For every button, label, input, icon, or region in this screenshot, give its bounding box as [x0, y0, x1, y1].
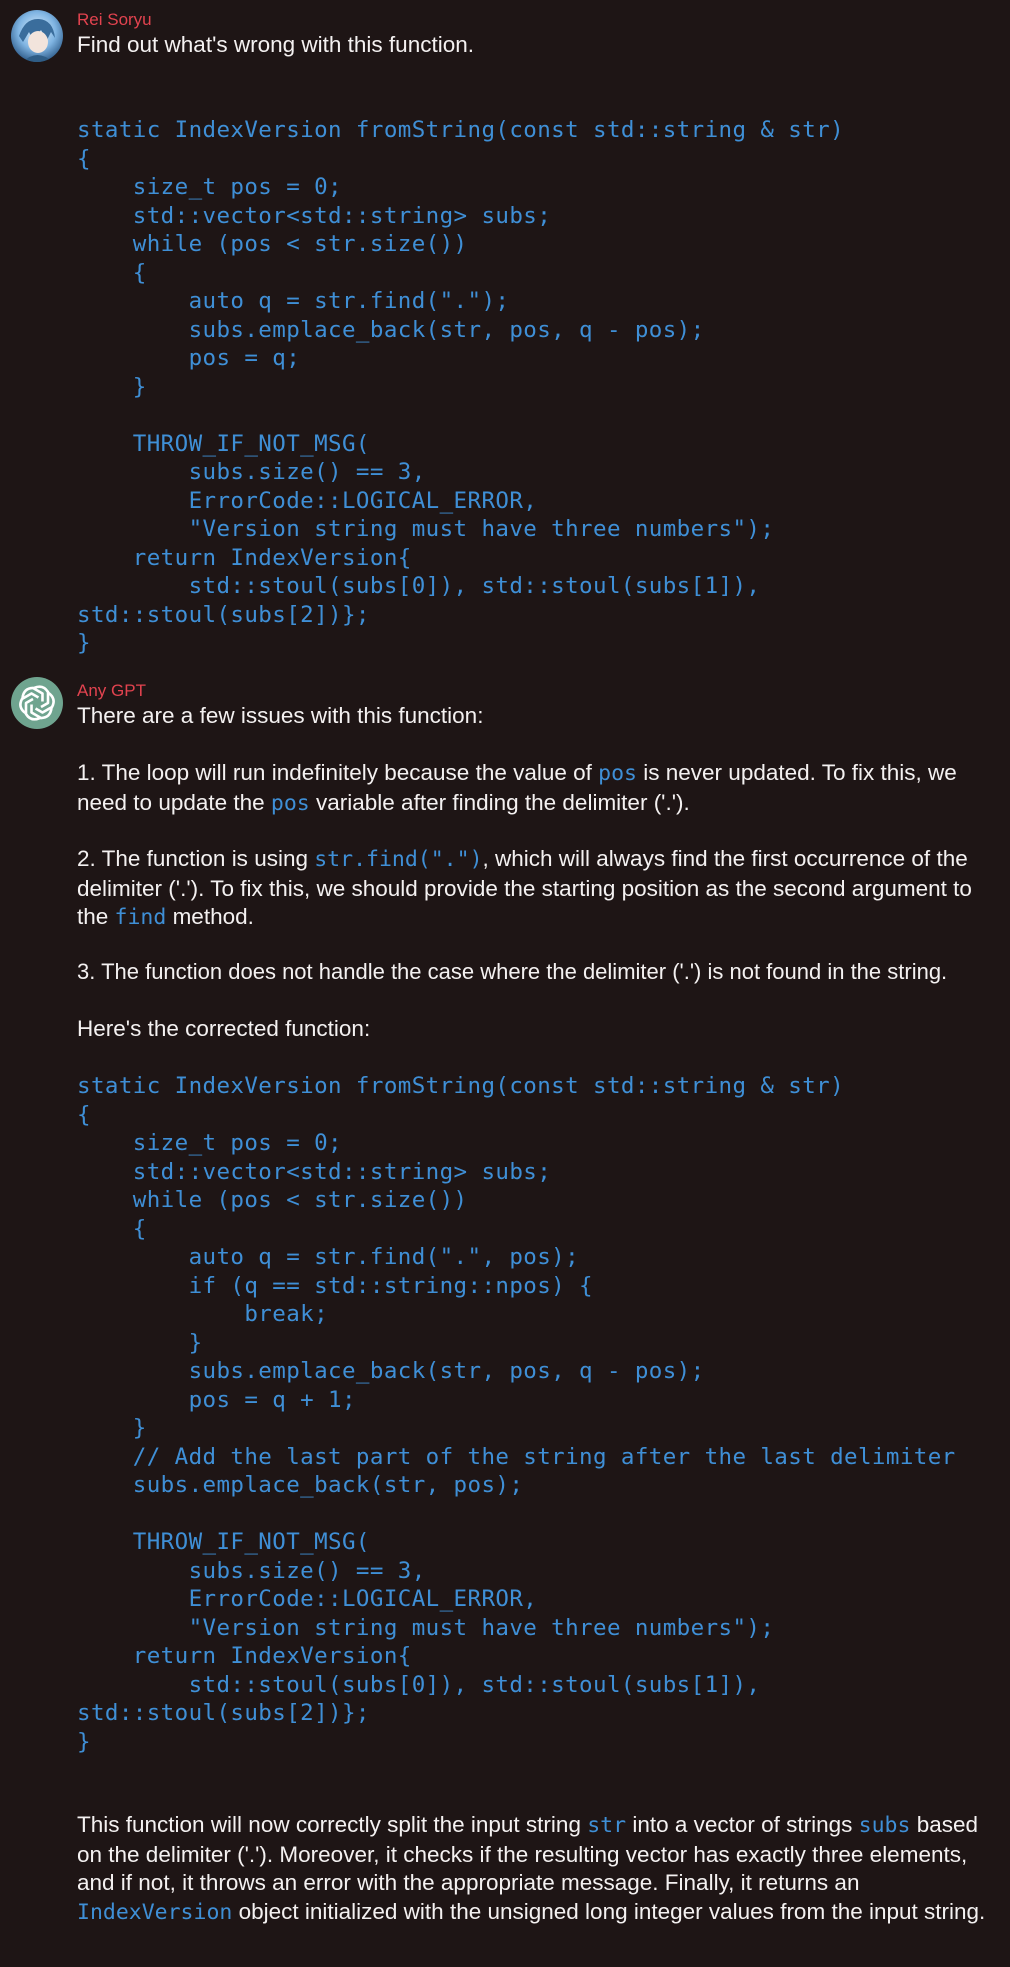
corrected-intro-text: Here's the corrected function: [77, 1016, 371, 1041]
inline-code: str [587, 1813, 627, 1838]
summary-text: This function will now correctly split the input string str into a vector of strings subs based on the delimiter ('.'). Moreover, it checks if the resulting vector has exactly three elements, and if not, it throws an error with the appropriate message. Finally, it returns an IndexVersion object initialized with the unsigned long integer values from the input string. [77, 1812, 986, 1925]
user-message-text: Find out what's wrong with this function. [77, 32, 474, 57]
user-avatar-icon[interactable] [11, 10, 63, 62]
inline-code: pos [598, 761, 638, 786]
openai-logo-icon[interactable] [11, 677, 63, 729]
issue-1-text: 1. The loop will run indefinitely because the value of pos is never updated. To fix this, we need to update the pos variable after finding the delimiter ('.'). [77, 760, 957, 816]
assistant-author-name: Any GPT [77, 681, 146, 700]
inline-code: str.find(".") [314, 847, 483, 872]
corrected-code-block: static IndexVersion fromString(const std::string & str) { size_t pos = 0; std::vector<std::string> subs; while (pos < str.size()) { auto q = str.find(".", pos); if (q == std::string::npos) { break; } subs.emplace_back(str, pos, q - pos); pos = q + 1; } // Add the last part of the string after the last delimiter subs.emplace_back(str, pos); THROW_IF_NOT_MSG( subs.size() == 3, ErrorCode::LOGICAL_ERROR, "Version string must have three numbers"); return IndexVersion{ std::stoul(subs[0]), std::stoul(subs[1]), std::stoul(subs[2])}; } [77, 1073, 956, 1755]
issue-3-text: 3. The function does not handle the case where the delimiter ('.') is not found in the string. [77, 959, 948, 984]
inline-code: IndexVersion [77, 1899, 233, 1925]
user-code-block: static IndexVersion fromString(const std::string & str) { size_t pos = 0; std::vector<std::string> subs; while (pos < str.size()) { auto q = str.find("."); subs.emplace_back(str, pos, q - pos); pos = q; } THROW_IF_NOT_MSG( subs.size() == 3, ErrorCode::LOGICAL_ERROR, "Version string must have three numbers"); return IndexVersion{ std::stoul(subs[0]), std::stoul(subs[1]), std::stoul(subs[2])}; } [77, 117, 845, 656]
user-author-name: Rei Soryu [77, 10, 152, 29]
inline-code: find [114, 905, 167, 930]
inline-code: subs [858, 1813, 911, 1838]
inline-code: pos [270, 790, 310, 816]
issue-2-text: 2. The function is using str.find("."), which will always find the first occurrence of the delimiter ('.'). To fix this, we should provide the starting position as the second argument to the find method. [77, 846, 972, 930]
assistant-intro-text: There are a few issues with this function: [77, 703, 484, 728]
